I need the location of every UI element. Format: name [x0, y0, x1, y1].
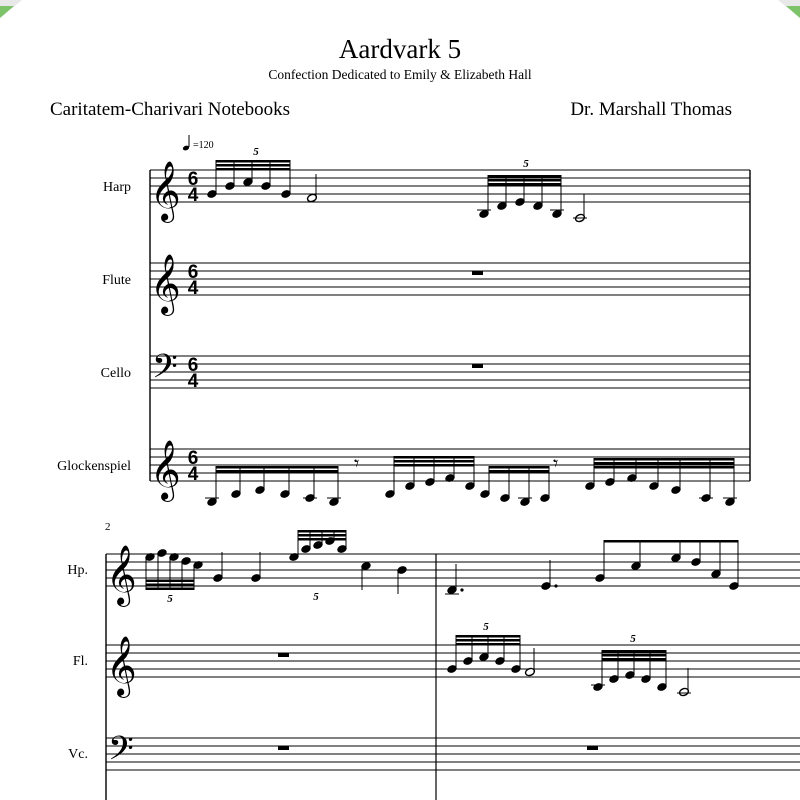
beam — [602, 650, 666, 653]
whole-rest — [587, 746, 598, 750]
beam — [456, 643, 520, 646]
beam — [298, 538, 346, 541]
tuplet-number: 5 — [630, 633, 636, 645]
tempo-marking — [182, 135, 213, 151]
time-signatures — [188, 169, 199, 485]
instrument-label-flute: Flute — [102, 273, 131, 288]
augmentation-dot — [554, 584, 557, 587]
time-sig-den: 4 — [187, 185, 199, 206]
composer-name: Dr. Marshall Thomas — [570, 99, 732, 120]
measure-rests — [278, 271, 598, 750]
time-sig-num: 6 — [187, 262, 199, 283]
eighth-rest: 𝄾 — [553, 453, 559, 475]
beam — [298, 534, 346, 537]
clefs — [106, 161, 181, 775]
time-sig-den: 4 — [187, 464, 199, 485]
beam — [394, 460, 474, 463]
instrument-label-hp: Hp. — [67, 563, 88, 578]
staff-lines-system-1 — [150, 170, 750, 481]
treble-clef: 𝄞 — [150, 442, 181, 499]
time-sig-den: 4 — [187, 371, 199, 392]
bass-clef: 𝄢 — [108, 730, 134, 775]
augmentation-dot — [460, 588, 463, 591]
time-sig-num: 6 — [187, 448, 199, 469]
beam — [604, 540, 738, 543]
instrument-label-harp: Harp — [103, 180, 131, 195]
beam — [216, 168, 290, 171]
beam — [594, 466, 734, 469]
score-title: Aardvark 5 — [338, 34, 462, 64]
beam — [594, 458, 734, 461]
tuplet-number: 5 — [167, 593, 173, 605]
treble-clef: 𝄞 — [106, 547, 137, 604]
eighth-rest: 𝄾 — [354, 453, 360, 475]
beam — [146, 584, 194, 587]
tuplet-number: 5 — [523, 158, 529, 170]
treble-clef: 𝄞 — [106, 638, 137, 695]
tempo-value: =120 — [193, 140, 214, 151]
whole-rest — [278, 746, 289, 750]
treble-clef: 𝄞 — [150, 163, 181, 220]
measure-number: 2 — [105, 521, 111, 533]
beam — [602, 654, 666, 657]
beam — [488, 175, 561, 178]
beam — [594, 462, 734, 465]
bass-clef: 𝄢 — [152, 348, 178, 393]
instrument-label-cello: Cello — [100, 366, 131, 381]
beam — [146, 580, 194, 583]
beam — [488, 179, 561, 182]
beam — [488, 183, 561, 186]
instrument-label-vc: Vc. — [68, 747, 88, 762]
instrument-label-glockenspiel: Glockenspiel — [57, 459, 131, 474]
beam — [216, 470, 338, 473]
beam — [602, 658, 666, 661]
time-sig-den: 4 — [187, 278, 199, 299]
score-subtitle: Confection Dedicated to Emily & Elizabeth Hall — [268, 67, 532, 82]
publication-name: Caritatem-Charivari Notebooks — [50, 99, 291, 120]
beam — [216, 164, 290, 167]
beam — [216, 160, 290, 163]
notes-layer — [144, 160, 739, 697]
beam — [394, 456, 474, 459]
beam — [456, 635, 520, 638]
whole-rest — [472, 271, 483, 275]
time-sig-num: 6 — [187, 355, 199, 376]
time-sig-num: 6 — [187, 169, 199, 190]
tuplet-number: 5 — [253, 146, 259, 158]
whole-rest — [278, 653, 289, 657]
instrument-label-fl: Fl. — [72, 654, 88, 669]
treble-clef: 𝄞 — [150, 256, 181, 313]
beam — [394, 464, 474, 467]
beam — [489, 466, 549, 469]
beam — [298, 530, 346, 533]
whole-rest — [472, 364, 483, 368]
tuplet-number: 5 — [483, 621, 489, 633]
beam — [489, 470, 549, 473]
tuplet-number: 5 — [313, 591, 319, 603]
beam — [456, 639, 520, 642]
beam — [216, 466, 338, 469]
beam — [146, 588, 194, 591]
